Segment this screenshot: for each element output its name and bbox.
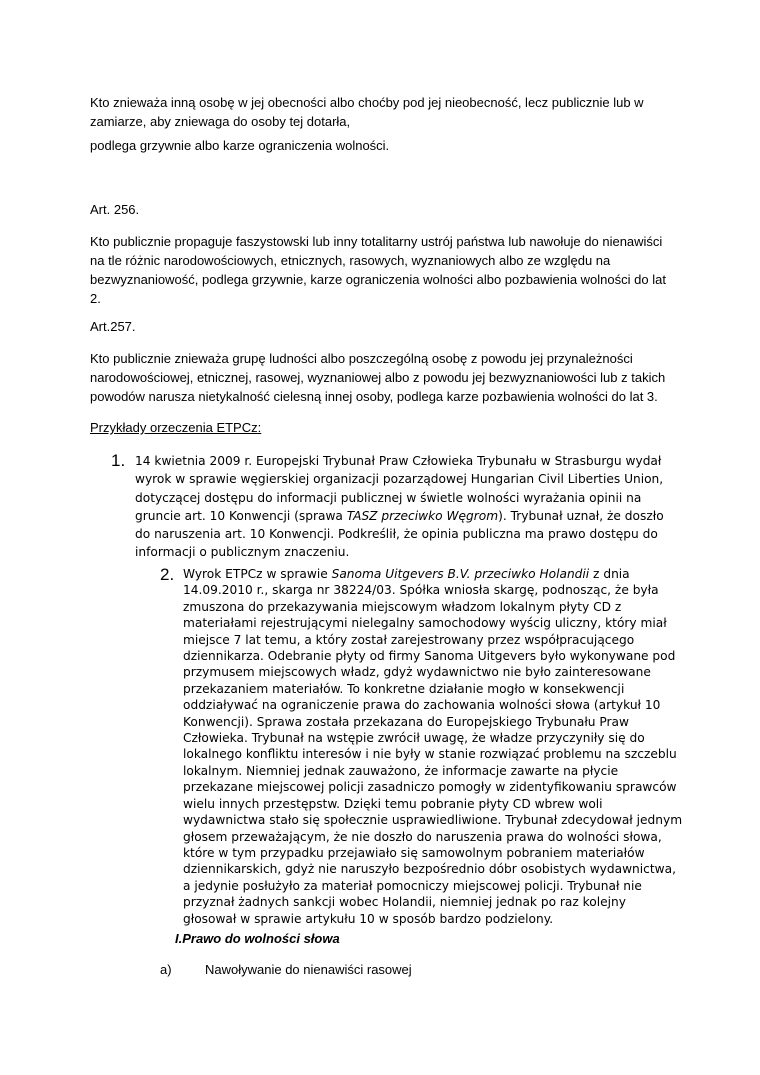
item-1-case-name: TASZ przeciwko Węgrom [346,508,499,523]
item-2-case-name: Sanoma Uitgevers B.V. przeciwko Holandii [331,567,590,581]
list-number-2: 2. [160,565,175,584]
item-1-text-before: 14 kwietnia 2009 r. Europejski Trybunał Praw Człowieka Trybunału w Strasburgu wydał wyrok w sprawie węgierskiej organizacji pozarządowej Hungarian Civil Liberties Union, dotyczącej dostępu do informacji publicznej w świetle wolności wyrażania opinii na gruncie art. 10 Konwencji (sprawa [135,454,664,523]
examples-heading: Przykłady orzeczenia ETPCz: [90,420,262,435]
subitem-text: Nawoływanie do nienawiści rasowej [205,962,412,977]
art-257-text: Kto publicznie znieważa grupę ludności albo poszczególną osobę z powodu jej przynależności narodowościowej, etnicznej, rasowej, wyznaniowej albo z powodu jej bezwyznaniowości lub z takich powodów narusza nietykalność cielesną innej osoby, podlega karze pozbawienia wolności do lat 3. [90,351,666,404]
subitem-letter: a) [160,962,172,977]
intro-paragraph: Kto znieważa inną osobę w jej obecności albo choćby pod jej nieobecność, lecz publicznie lub w zamiarze, aby zniewaga do osoby tej dotarła, [90,95,644,129]
list-number-1: 1. [111,451,126,470]
item-2-text-after: z dnia 14.09.2010 r., skarga nr 38224/03. Spółka wniosła skargę, podnosząc, że była zmuszona do przekazywania miejscowym władzom lokalnym płyty CD z materiałami rejestrującymi nielegalny samochodowy wyścig uliczny, który miał miejsce 7 lat temu, a który został zarejestrowany przez współpracującego dziennikarza. Odebranie płyty od firmy Sanoma Uitgevers było wykonywane pod przymusem miejscowych władz, gdyż wydawnictwo nie było zainteresowane przekazaniem materiałów. To konkretne działanie mogło w konsekwencji oddziaływać na ograniczenie prawa do zachowania wolności słowa (artykuł 10 Konwencji). Sprawa została przekazana do Europejskiego Trybunału Praw Człowieka. Trybunał na wstępie zwrócił uwagę, że władze przyczyniły się do lokalnego konfliktu interesów i nie były w stanie rozwiązać problemu na szczeblu lokalnym. Niemniej jednak zauważono, że informacje zawarte na płycie przekazane miejscowej policji zasadniczo pomogły w zidentyfikowaniu sprawców wielu innych przestępstw. Dzięki temu pobranie płyty CD wbrew woli wydawnictwa stało się społecznie usprawiedliwione. Trybunał zdecydował jednym głosem przeważającym, że nie doszło do naruszenia prawa do wolności słowa, które w tym przypadku przejawiało się samowolnym pobraniem materiałów dziennikarskich, gdyż nie naruszyło bezpośrednio dóbr osobistych wydawnictwa, a jedynie posłużyło za materiał pomocniczy miejscowej policji. Trybunał nie przyznał żadnych sankcji wobec Holandii, niemniej jednak po raz kolejny głosował w sprawie artykułu 10 w sposób bardzo podzielony. [183,567,683,926]
art-256-label: Art. 256. [90,202,140,217]
list-item-2 [183,566,683,927]
list-item-1 [135,452,675,562]
item-2-text-before: Wyrok ETPCz w sprawie [183,567,332,581]
section-title: I.Prawo do wolności słowa [175,931,340,946]
penalty-paragraph: podlega grzywnie albo karze ograniczenia wolności. [90,138,390,153]
art-256-text: Kto publicznie propaguje faszystowski lub inny totalitarny ustrój państwa lub nawołuje do nienawiści na tle różnic narodowościowych, etnicznych, rasowych, wyznaniowych albo ze względu na bezwyznaniowość, podlega grzywnie, karze ograniczenia wolności albo pozbawienia wolności do lat 2. [90,234,666,306]
art-257-label: Art.257. [90,319,136,334]
item-1-text-after: ). Trybunał uznał, że doszło do naruszenia art. 10 Konwencji. Podkreślił, że opinia publiczna ma prawo dostępu do informacji o publicznym znaczeniu. [135,508,664,560]
